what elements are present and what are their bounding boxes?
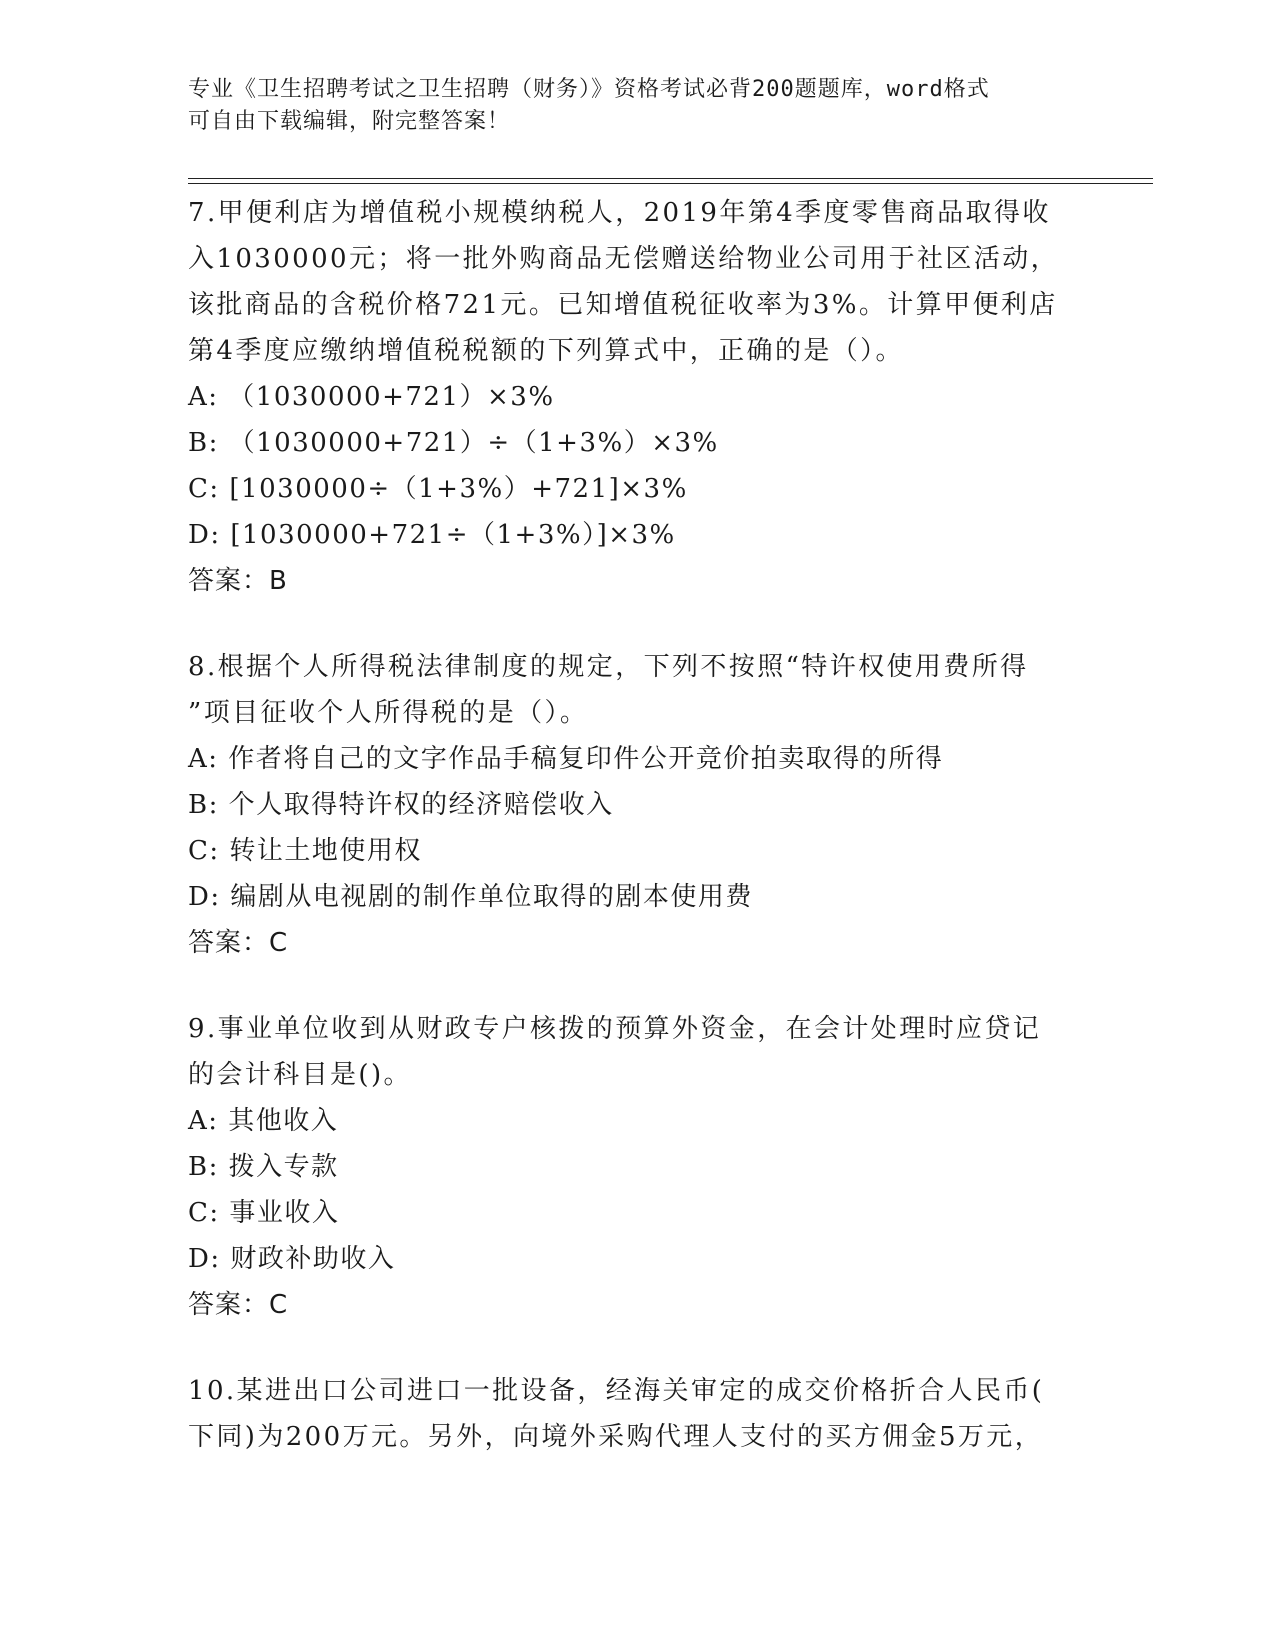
question-7	[188, 190, 1108, 604]
header-divider-bottom	[188, 183, 1153, 184]
option-c: C: 转让土地使用权	[188, 836, 422, 866]
question-text-line: 9.事业单位收到从财政专户核拨的预算外资金，在会计处理时应贷记	[188, 1014, 1042, 1044]
question-list	[188, 190, 1108, 1500]
option-d: D: 编剧从电视剧的制作单位取得的剧本使用费	[188, 882, 753, 912]
header-divider-top	[188, 178, 1153, 179]
question-10	[188, 1368, 1108, 1460]
option-a: A: 其他收入	[188, 1106, 339, 1136]
answer-line: 答案：B	[188, 566, 288, 596]
option-d: D: [1030000+721÷（1+3%）]×3%	[188, 520, 676, 550]
header-line-1: 专业《卫生招聘考试之卫生招聘（财务）》资格考试必背200题题库，word格式	[188, 77, 990, 102]
option-c: C: [1030000÷（1+3%）+721]×3%	[188, 474, 688, 504]
question-text-line: 10.某进出口公司进口一批设备，经海关审定的成交价格折合人民币(	[188, 1376, 1045, 1406]
question-text-line: ”项目征收个人所得税的是（）。	[188, 698, 589, 728]
answer-line: 答案：C	[188, 1290, 289, 1320]
option-b: B: 拨入专款	[188, 1152, 339, 1182]
document-header	[188, 74, 1088, 138]
question-text-line: 下同)为200万元。另外，向境外采购代理人支付的买方佣金5万元，	[188, 1422, 1044, 1452]
question-text-line: 该批商品的含税价格721元。已知增值税征收率为3%。计算甲便利店	[188, 290, 1058, 320]
option-a: A: 作者将自己的文字作品手稿复印件公开竞价拍卖取得的所得	[188, 744, 944, 774]
option-b: B: （1030000+721）÷（1+3%）×3%	[188, 428, 719, 458]
option-d: D: 财政补助收入	[188, 1244, 396, 1274]
option-b: B: 个人取得特许权的经济赔偿收入	[188, 790, 614, 820]
answer-line: 答案：C	[188, 928, 289, 958]
question-8	[188, 644, 1108, 966]
question-9	[188, 1006, 1108, 1328]
question-text-line: 入1030000元；将一批外购商品无偿赠送给物业公司用于社区活动，	[188, 244, 1059, 274]
question-text-line: 第4季度应缴纳增值税税额的下列算式中，正确的是（）。	[188, 336, 904, 366]
question-text-line: 的会计科目是()。	[188, 1060, 412, 1090]
option-c: C: 事业收入	[188, 1198, 340, 1228]
header-line-2: 可自由下载编辑，附完整答案！	[188, 109, 511, 134]
option-a: A: （1030000+721）×3%	[188, 382, 555, 412]
question-text-line: 8.根据个人所得税法律制度的规定，下列不按照“特许权使用费所得	[188, 652, 1029, 682]
question-text-line: 7.甲便利店为增值税小规模纳税人，2019年第4季度零售商品取得收	[188, 198, 1051, 228]
